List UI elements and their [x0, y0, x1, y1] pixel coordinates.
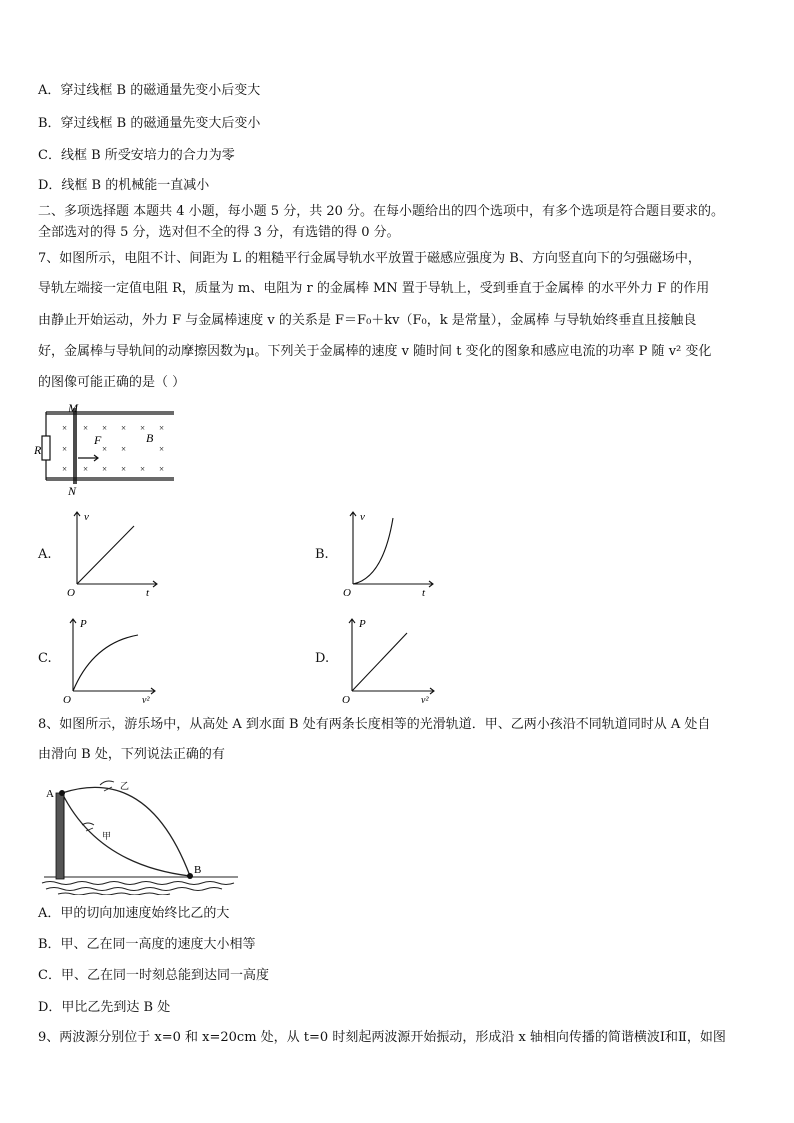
graph-a — [62, 506, 162, 598]
field-cross: × — [83, 423, 89, 433]
q7-line-2: 导轨左端接一定值电阻 R，质量为 m、电阻为 r 的金属棒 MN 置于导轨上，受到垂直于金属棒 的水平外力 F 的作用 — [38, 281, 710, 296]
q7-line-1: 7、如图所示，电阻不计、间距为 L 的粗糙平行金属导轨水平放置于磁感应强度为 B、方向竖直向下的匀强磁场中， — [38, 251, 701, 266]
graph-d-xlabel: v² — [421, 695, 429, 705]
graph-b — [338, 506, 438, 598]
field-cross: × — [140, 423, 146, 433]
q7-line-3: 由静止开始运动，外力 F 与金属棒速度 v 的关系是 F＝F₀＋kv（F₀，k 是常量），金属棒 与导轨始终垂直且接触良 — [38, 313, 697, 328]
field-cross: × — [159, 444, 165, 454]
field-cross: × — [102, 423, 108, 433]
label-m: M — [68, 401, 78, 415]
graph-c-option: C. — [38, 651, 52, 666]
graph-d-origin: O — [342, 694, 350, 705]
label-n: N — [68, 484, 77, 498]
field-cross: × — [102, 464, 108, 474]
label-r: R — [34, 443, 42, 457]
label-b: B — [146, 431, 154, 445]
graph-a-origin: O — [67, 587, 75, 598]
label-a: A — [46, 788, 54, 800]
field-cross: × — [121, 464, 127, 474]
field-cross: × — [102, 444, 108, 454]
graph-a-xlabel: t — [146, 587, 150, 598]
graph-d-ylabel: P — [359, 618, 366, 630]
q6-option-a: A．穿过线框 B 的磁通量先变小后变大 — [38, 83, 261, 98]
slide-track-diagram — [38, 775, 244, 895]
q6-option-b: B．穿过线框 B 的磁通量先变大后变小 — [38, 116, 261, 131]
q7-line-5: 的图像可能正确的是（ ） — [38, 375, 186, 390]
rail-circuit-diagram — [34, 400, 184, 498]
field-cross: × — [62, 464, 68, 474]
field-cross: × — [159, 464, 165, 474]
graph-b-option: B. — [315, 547, 329, 562]
section2-heading: 二、多项选择题 本题共 4 小题，每小题 5 分，共 20 分。在每小题给出的四个选项中，有多个选项是符合题目要求的。 — [38, 204, 725, 219]
field-cross: × — [121, 423, 127, 433]
graph-a-ylabel: v — [84, 511, 89, 523]
graph-c — [58, 613, 162, 705]
q8-line-1: 8、如图所示，游乐场中，从高处 A 到水面 B 处有两条长度相等的光滑轨道．甲、乙两小孩沿不同轨道同时从 A 处自 — [38, 717, 711, 732]
graph-d — [337, 613, 441, 705]
label-b: B — [194, 864, 202, 876]
graph-a-option: A. — [38, 547, 52, 562]
field-cross: × — [121, 444, 127, 454]
q8-line-2: 由滑向 B 处，下列说法正确的有 — [38, 747, 225, 762]
graph-c-ylabel: P — [80, 618, 87, 630]
label-f: F — [94, 433, 102, 447]
q8-option-d: D．甲比乙先到达 B 处 — [38, 1000, 171, 1015]
field-cross: × — [83, 464, 89, 474]
graph-b-origin: O — [343, 587, 351, 598]
q6-option-d: D．线框 B 的机械能一直减小 — [38, 178, 210, 193]
q8-option-b: B．甲、乙在同一高度的速度大小相等 — [38, 937, 256, 952]
label-jia: 甲 — [102, 831, 112, 841]
field-cross: × — [140, 464, 146, 474]
field-cross: × — [62, 423, 68, 433]
section2-note: 全部选对的得 5 分，选对但不全的得 3 分，有选错的得 0 分。 — [38, 225, 400, 240]
q8-option-a: A．甲的切向加速度始终比乙的大 — [38, 906, 230, 921]
graph-b-xlabel: t — [422, 587, 426, 598]
q9-line-1: 9、两波源分别位于 x=0 和 x=20cm 处，从 t=0 时刻起两波源开始振动，形成沿 x 轴相向传播的简谐横波Ⅰ和Ⅱ，如图 — [38, 1030, 726, 1045]
q6-option-c: C．线框 B 所受安培力的合力为零 — [38, 148, 235, 163]
graph-d-option: D. — [315, 651, 330, 666]
graph-c-origin: O — [63, 694, 71, 705]
q8-option-c: C．甲、乙在同一时刻总能到达同一高度 — [38, 968, 269, 983]
q7-line-4: 好，金属棒与导轨间的动摩擦因数为μ。下列关于金属棒的速度 v 随时间 t 变化的图象和感应电流的功率 P 随 v² 变化 — [38, 344, 712, 359]
field-cross: × — [159, 423, 165, 433]
label-yi: 乙 — [120, 781, 130, 791]
field-cross: × — [62, 444, 68, 454]
graph-b-ylabel: v — [360, 511, 365, 523]
graph-c-xlabel: v² — [142, 695, 150, 705]
